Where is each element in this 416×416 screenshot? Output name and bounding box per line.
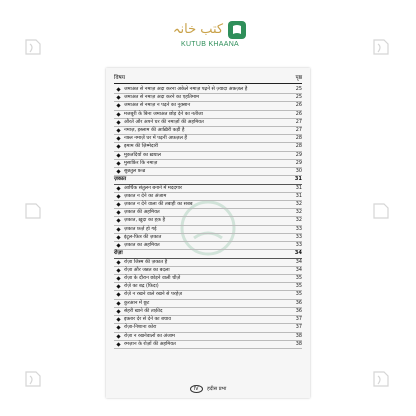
diamond-bullet-icon <box>116 194 120 198</box>
toc-entry-title: रोज़े का बद्र (फ़िदा) <box>124 283 159 290</box>
book-title: हदीस प्रभा <box>207 386 227 392</box>
toc-row <box>114 341 302 349</box>
toc-row <box>114 102 302 110</box>
toc-entry-page: 36 <box>295 299 302 306</box>
toc-row <box>114 226 302 234</box>
toc-entry-title: ज़कात न देने वाला की तबाही का सबब <box>124 201 193 208</box>
toc-entry-title: ज़कात का अहमियत <box>124 242 160 249</box>
book-logo-icon <box>227 20 247 40</box>
section-title: रोज़ा <box>114 250 123 257</box>
diamond-bullet-icon <box>116 334 120 338</box>
toc-row <box>114 267 302 275</box>
toc-entry-page: 27 <box>295 118 302 125</box>
toc-entry-title: औरतें और अपने घर की नमाज़ों की अहमियत <box>124 118 204 125</box>
toc-entry-page: 34 <box>295 266 302 273</box>
watermark-logo-icon <box>22 368 44 390</box>
toc-entry-title: मजबूरी के बिना जमाअत छोड़ देने का नतीजा <box>124 110 203 117</box>
diamond-bullet-icon <box>116 120 120 124</box>
toc-row <box>114 152 302 160</box>
diamond-bullet-icon <box>116 342 120 346</box>
toc-row <box>114 86 302 94</box>
toc-entry-title: क़ुरआन में छूट <box>124 299 150 306</box>
toc-entry-page: 36 <box>295 307 302 314</box>
toc-row <box>114 324 302 332</box>
brand-name: KUTUB KHAANA <box>180 41 240 48</box>
toc-entry-title: जमाअत से नमाज़ अदा करना अकेले नमाज़ पढ़ने से ज़्यादा अफ़ज़ल है <box>124 86 248 92</box>
diamond-bullet-icon <box>116 227 120 231</box>
diamond-bullet-icon <box>116 145 120 149</box>
toc-row <box>114 111 302 119</box>
toc-entry-page: 38 <box>295 332 302 339</box>
diamond-bullet-icon <box>116 219 120 223</box>
toc-entry-title: सुन्नतुल फ़ज्र <box>124 168 146 175</box>
toc-entry-page: 31 <box>295 184 302 191</box>
section-page: 31 <box>294 176 302 183</box>
toc-entry-title: जमाअत से नमाज़ न पढ़ने का नुक़्सान <box>124 102 191 109</box>
toc-entry-page: 35 <box>295 275 302 282</box>
toc-row <box>114 242 302 250</box>
toc-entry-page: 25 <box>295 86 302 92</box>
diamond-bullet-icon <box>116 87 120 91</box>
watermark-logo-icon <box>370 36 392 58</box>
toc-body <box>114 86 302 349</box>
diamond-bullet-icon <box>116 128 120 132</box>
diamond-bullet-icon <box>116 137 120 141</box>
toc-section-heading <box>114 250 302 258</box>
toc-row <box>114 217 302 225</box>
toc-row <box>114 160 302 168</box>
toc-entry-title: ज़कात फ़र्ज़ हो गई <box>124 225 157 232</box>
brand-logo <box>170 20 250 68</box>
table-of-contents <box>114 74 302 349</box>
diamond-bullet-icon <box>116 260 120 264</box>
toc-entry-page: 37 <box>295 316 302 323</box>
toc-entry-page: 33 <box>295 242 302 249</box>
toc-entry-title: रोज़ा और जन्नत का बदला <box>124 266 170 273</box>
diamond-bullet-icon <box>116 112 120 116</box>
toc-row <box>114 127 302 135</box>
diamond-bullet-icon <box>116 202 120 206</box>
toc-entry-page: 28 <box>295 135 302 142</box>
toc-entry-title: जमाअत से नमाज़ अदा करने का एहतिमाम <box>124 94 200 101</box>
brand-script-text: کتب خانہ <box>172 22 224 37</box>
diamond-bullet-icon <box>116 301 120 305</box>
toc-row <box>114 193 302 201</box>
diamond-bullet-icon <box>116 293 120 297</box>
diamond-bullet-icon <box>116 153 120 157</box>
toc-row <box>114 168 302 176</box>
toc-row <box>114 333 302 341</box>
diamond-bullet-icon <box>116 235 120 239</box>
toc-col-topic: विषय <box>114 75 126 81</box>
page-number: IV <box>190 385 203 393</box>
toc-entry-page: 26 <box>295 110 302 117</box>
toc-entry-page: 33 <box>295 225 302 232</box>
toc-entry-title: रोज़ा के दौरान छोड़ने वाली चीज़ें <box>124 275 181 282</box>
toc-entry-title: नमाज़, इस्लाम की आख़िरी कड़ी है <box>124 127 185 134</box>
diamond-bullet-icon <box>116 161 120 165</box>
toc-entry-page: 30 <box>295 168 302 175</box>
toc-header <box>114 74 302 84</box>
toc-entry-page: 31 <box>295 192 302 199</box>
toc-entry-title: रमज़ान के रोज़ों की अहमियत <box>124 340 176 347</box>
toc-entry-title: इंटूल-फ़ित्र की ज़कात <box>124 233 162 240</box>
toc-entry-page: 29 <box>295 151 302 158</box>
toc-entry-title: रोज़ा-निशाना कोरा <box>124 324 157 331</box>
toc-entry-title: रोज़ा न रखनेवालों का अंजाम <box>124 332 175 339</box>
section-page: 34 <box>294 250 302 257</box>
watermark-logo-icon <box>370 200 392 222</box>
toc-row <box>114 291 302 299</box>
diamond-bullet-icon <box>116 169 120 173</box>
toc-entry-title: इफ़्तार देर से देने का बचाव <box>124 316 171 323</box>
toc-entry-title: इमाम की ज़िम्मेदारी <box>124 143 159 150</box>
toc-row <box>114 308 302 316</box>
toc-entry-title: मुक़तदियों का ख़याल <box>124 151 161 158</box>
toc-entry-title: सेहरी खाने की ताक़ीद <box>124 307 163 314</box>
toc-row <box>114 234 302 242</box>
toc-entry-title: ज़कात, ख़ुदा का हक़ है <box>124 217 166 224</box>
toc-entry-page: 29 <box>295 159 302 166</box>
toc-entry-title: मुसाफ़िर कि नमाज़ <box>124 159 158 166</box>
toc-entry-page: 28 <box>295 143 302 150</box>
toc-entry-page: 37 <box>295 324 302 331</box>
book-page <box>106 68 310 398</box>
diamond-bullet-icon <box>116 317 120 321</box>
diamond-bullet-icon <box>116 243 120 247</box>
diamond-bullet-icon <box>116 211 120 215</box>
diamond-bullet-icon <box>116 104 120 108</box>
toc-entry-page: 35 <box>295 283 302 290</box>
toc-row <box>114 300 302 308</box>
toc-entry-page: 25 <box>295 94 302 101</box>
diamond-bullet-icon <box>116 276 120 280</box>
toc-entry-page: 35 <box>295 291 302 298</box>
toc-entry-page: 33 <box>295 233 302 240</box>
toc-entry-page: 32 <box>295 201 302 208</box>
toc-row <box>114 259 302 267</box>
toc-section-heading <box>114 176 302 184</box>
toc-row <box>114 119 302 127</box>
toc-entry-title: आर्थिक संतुलन बनाने में मददगार <box>124 184 183 191</box>
diamond-bullet-icon <box>116 268 120 272</box>
watermark-logo-icon <box>22 200 44 222</box>
watermark-logo-icon <box>370 368 392 390</box>
toc-row <box>114 185 302 193</box>
toc-entry-title: रोज़ा जिस्म की ज़कात है <box>124 258 168 265</box>
toc-entry-title: नफ़्ल नमाज़ें घर में पढ़नी अफ़ज़ल हैं <box>124 135 187 142</box>
toc-col-page: पृष्ठ <box>295 75 302 81</box>
toc-entry-title: ज़कात की अहमियत <box>124 209 160 216</box>
toc-entry-page: 38 <box>295 340 302 347</box>
toc-entry-page: 32 <box>295 209 302 216</box>
diamond-bullet-icon <box>116 309 120 313</box>
page-footer <box>106 386 310 392</box>
diamond-bullet-icon <box>116 186 120 190</box>
toc-entry-page: 27 <box>295 127 302 134</box>
diamond-bullet-icon <box>116 285 120 289</box>
watermark-logo-icon <box>22 36 44 58</box>
toc-entry-page: 34 <box>295 258 302 265</box>
toc-entry-title: रोज़े न रखने वाले रखने से परहेज़ <box>124 291 182 298</box>
section-title: ज़कात <box>114 176 127 183</box>
diamond-bullet-icon <box>116 326 120 330</box>
toc-entry-title: ज़कात न देने का अंजाम <box>124 192 167 199</box>
diamond-bullet-icon <box>116 96 120 100</box>
toc-entry-page: 26 <box>295 102 302 109</box>
toc-row <box>114 143 302 151</box>
toc-entry-page: 32 <box>295 217 302 224</box>
